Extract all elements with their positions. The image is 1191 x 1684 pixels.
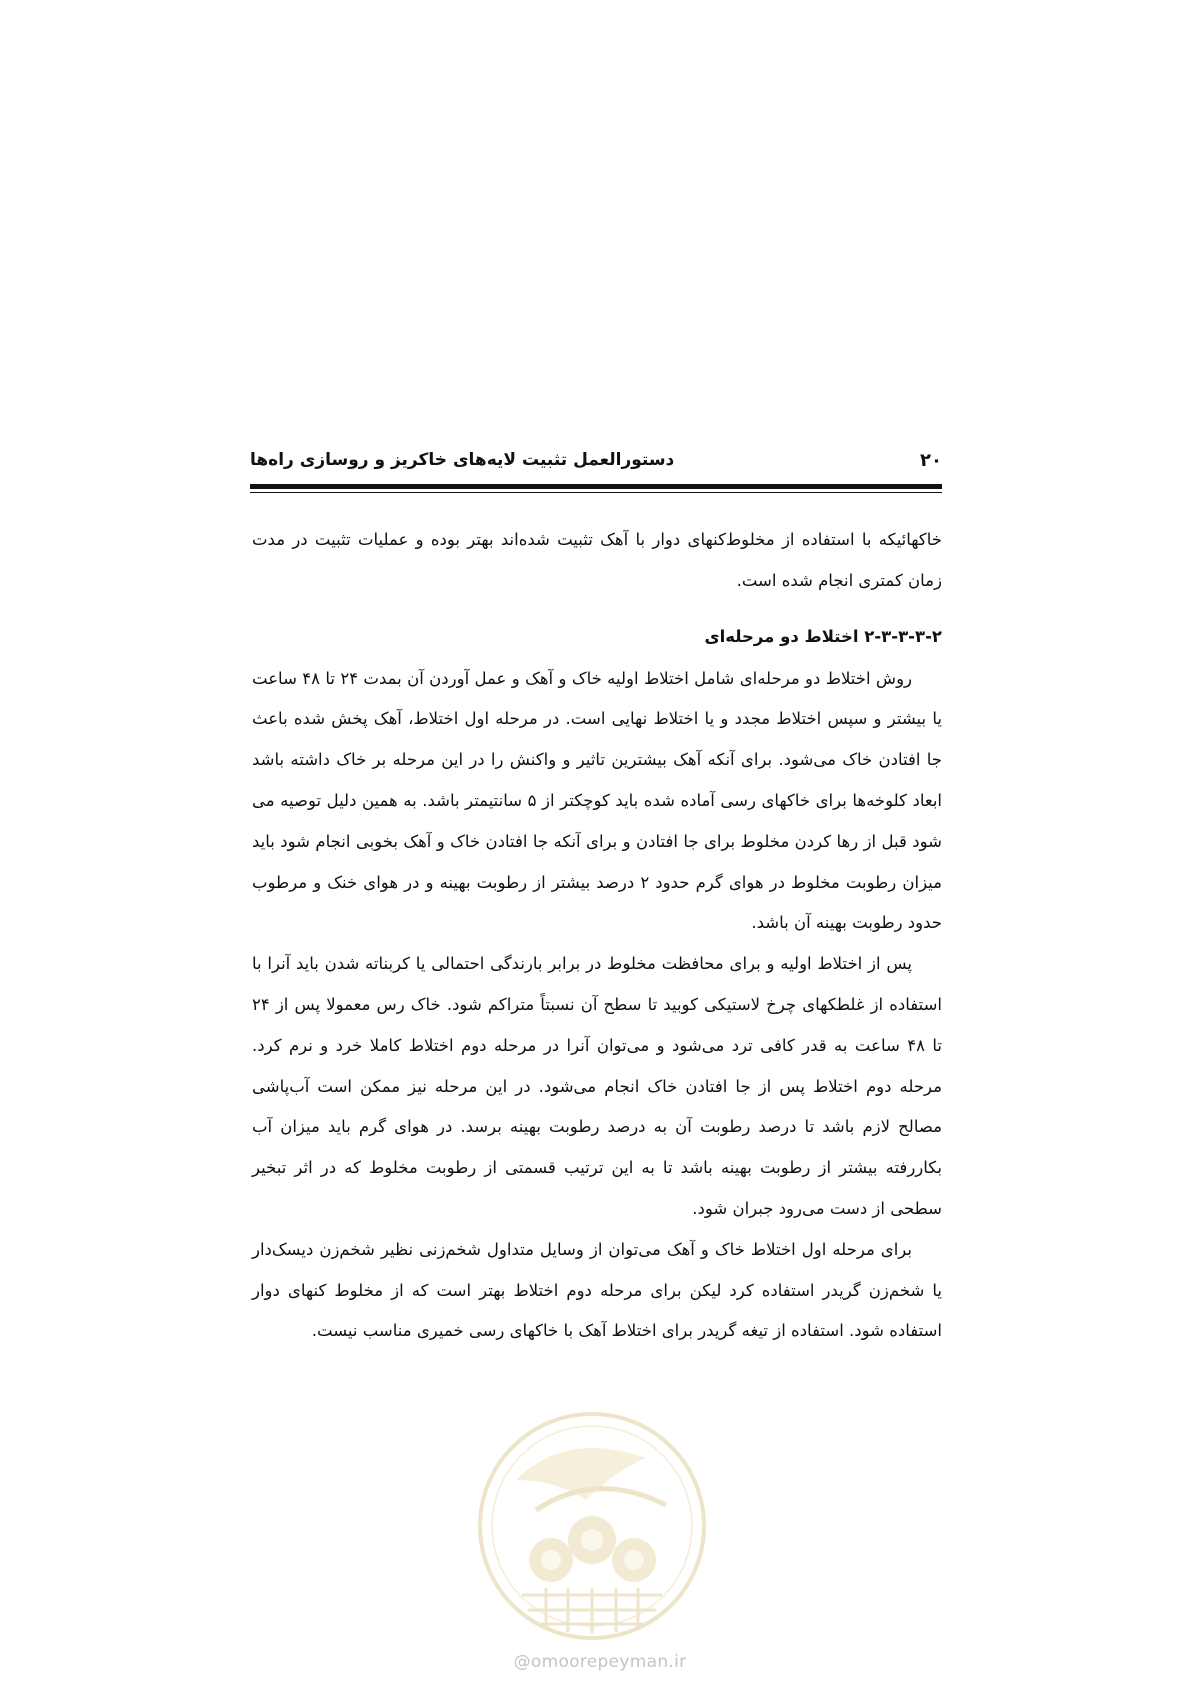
page-header (250, 448, 942, 476)
running-title: دستورالعمل تثبیت لایه‌های خاکریز و روسازی راه‌ها (250, 450, 675, 470)
watermark-site-text: omoorepeyman.ir (530, 1652, 687, 1672)
paragraph-continuation: خاکهائیکه با استفاده از مخلوط‌کنهای دوار با آهک تثبیت شده‌اند بهتر بوده و عملیات تثبیت در مدت زمان کمتری انجام شده است. (252, 530, 942, 590)
paragraph: برای مرحله اول اختلاط خاک و آهک می‌توان از وسایل متداول شخم‌زنی نظیر شخم‌زن دیسک‌دار یا شخم‌زن گریدر استفاده کرد لیکن برای مرحله دوم اختلاط بهتر است که از مخلوط کنهای دوار استفاده شود. استفاده از تیغه گریدر برای اختلاط آهک با خاکهای رسی خمیری مناسب نیست. (252, 1239, 942, 1341)
watermark-seal-icon (476, 1410, 708, 1642)
page-number: ۲۰ (920, 450, 942, 471)
paragraph: روش اختلاط دو مرحله‌ای شامل اختلاط اولیه خاک و آهک و عمل آوردن آن بمدت ۲۴ تا ۴۸ ساعت یا بیشتر و سپس اختلاط مجدد و یا اختلاط نهایی است. در مرحله اول اختلاط، آهک پخش شده باعث جا افتادن خاک می‌شود. برای آنکه آهک بیشترین تاثیر و واکنش را در این مرحله بر خاک داشته باشد ابعاد کلوخه‌ها برای خاکهای رسی آماده شده باید کوچکتر از ۵ سانتیمتر باشد. به همین دلیل توصیه می شود قبل از رها کردن مخلوط برای جا افتادن و برای آنکه جا افتادن خاک و آهک بخوبی انجام شود باید میزان رطوبت مخلوط در هوای گرم حدود ۲ درصد بیشتر از رطوبت بهینه و در هوای خنک و مرطوب حدود رطوبت بهینه آن باشد. (252, 668, 942, 933)
section-heading: ۲-۳-۳-۳-۲ اختلاط دو مرحله‌ای (704, 626, 942, 646)
page-body (252, 520, 942, 1352)
header-rule-thick (250, 484, 942, 489)
header-rule-thin (250, 492, 942, 493)
paragraph: پس از اختلاط اولیه و برای محافظت مخلوط در برابر بارندگی احتمالی یا کربناته شدن باید آنرا با استفاده از غلطکهای چرخ لاستیکی کوبید تا سطح آن نسبتاً متراکم شود. خاک رس معمولا پس از ۲۴ تا ۴۸ ساعت به قدر کافی ترد می‌شود و می‌توان آنرا در مرحله دوم اختلاط کاملا خرد و نرم کرد. مرحله دوم اختلاط پس از جا افتادن خاک انجام می‌شود. در این مرحله نیز ممکن است آب‌پاشی مصالح لازم باشد تا درصد رطوبت آن به درصد رطوبت بهینه برسد. در هوای گرم باید میزان آب بکاررفته بیشتر از رطوبت بهینه باشد تا به این ترتیب قسمتی از رطوبت مخلوط که در اثر تبخیر سطحی از دست می‌رود جبران شود. (252, 954, 943, 1218)
watermark-site (490, 1652, 710, 1672)
at-icon: @ (513, 1652, 531, 1672)
